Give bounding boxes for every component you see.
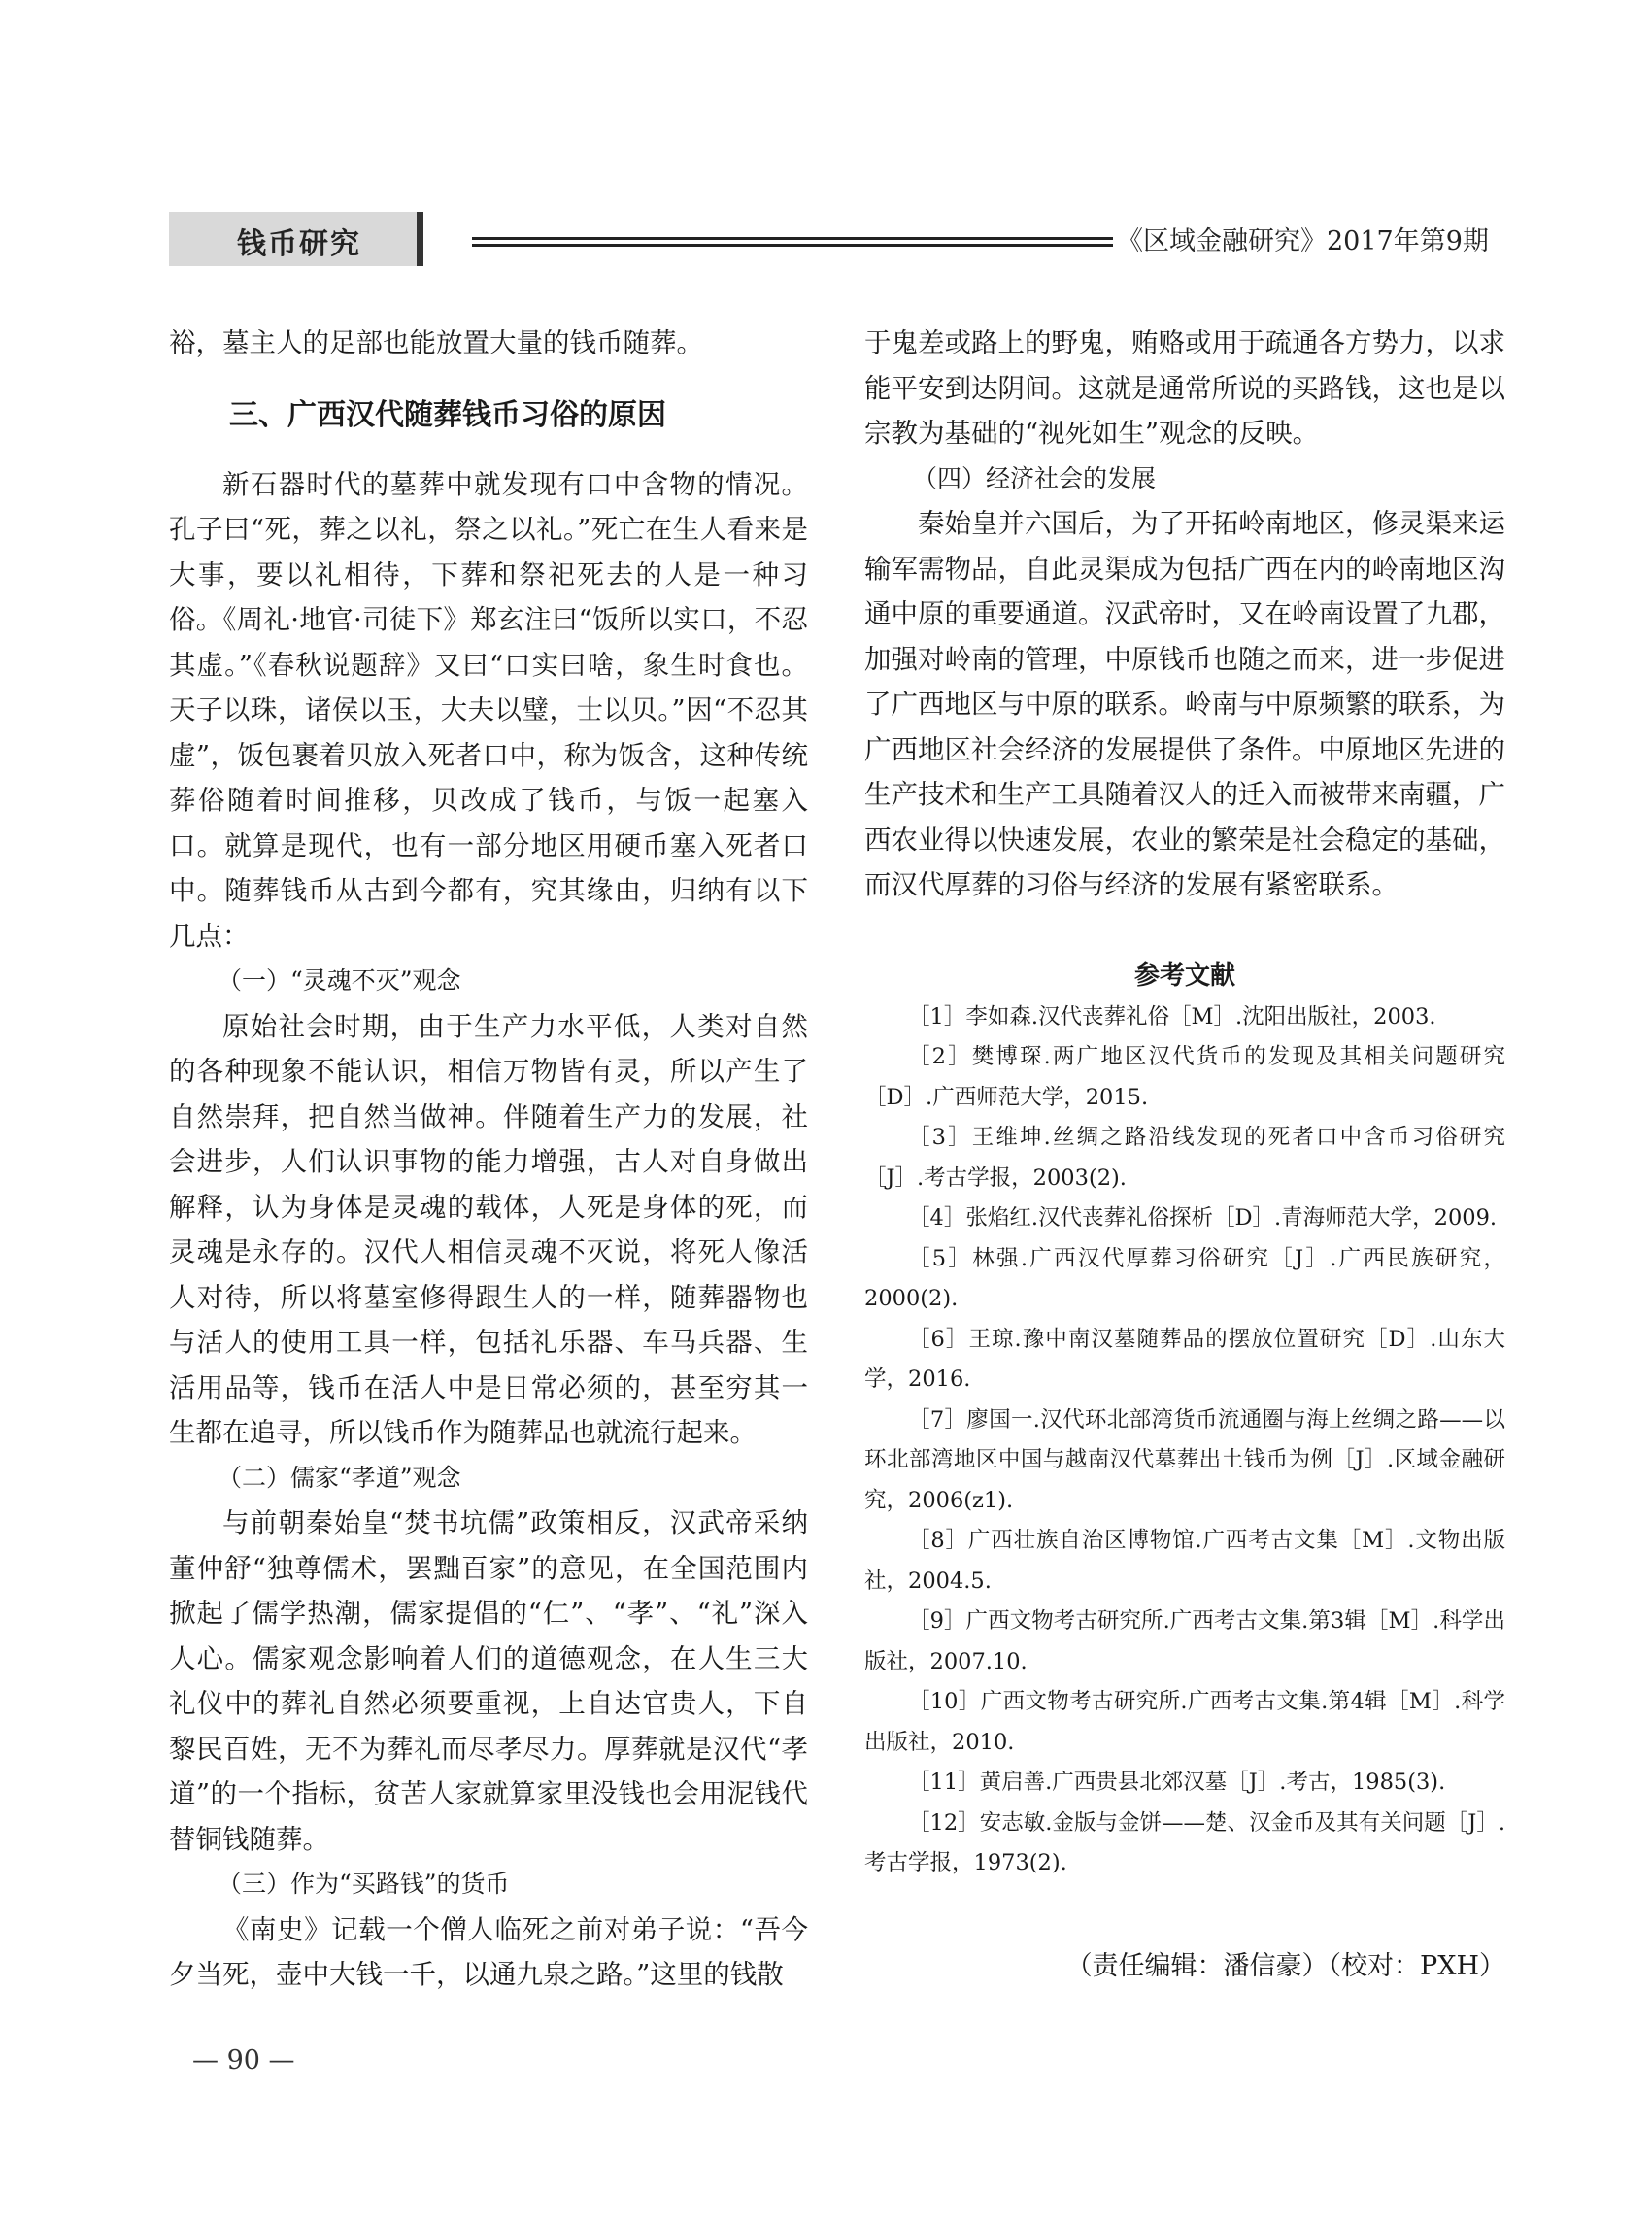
section-heading: 三、广西汉代随葬钱币习俗的原因 [229,397,666,432]
subsection-heading: （四）经济社会的发展 [913,463,1157,492]
reference-item: ［8］广西壮族自治区博物馆.广西考古文集［M］.文物出版社，2004.5. [864,1528,1505,1594]
section-tag [169,212,423,266]
reference-item: ［1］李如森.汉代丧葬礼俗［M］.沈阳出版社，2003. [908,1003,1436,1029]
reference-item: ［4］张焰红.汉代丧葬礼俗探析［D］.青海师范大学，2009. [908,1205,1498,1231]
paragraph: 裕，墓主人的足部也能放置大量的钱币随葬。 [169,327,703,358]
reference-item: ［2］樊博琛.两广地区汉代货币的发现及其相关问题研究［D］.广西师范大学，2015. [864,1044,1505,1110]
section-tag-label: 钱币研究 [237,227,361,261]
reference-item: ［9］广西文物考古研究所.广西考古文集.第3辑［M］.科学出版社，2007.10. [864,1608,1505,1674]
paragraph: 新石器时代的墓葬中就发现有口中含物的情况。孔子曰“死，葬之以礼，祭之以礼。”死亡在生人看来是大事，要以礼相待，下葬和祭祀死去的人是一种习俗。《周礼·地官·司徒下》郑玄注曰“饭所以实口，不忍其虚。”《春秋说题辞》又曰“口实曰啥，象生时食也。天子以珠，诸侯以玉，大夫以璧，士以贝。”因“不忍其虚”，饭包裹着贝放入死者口中，称为饭含，这种传统葬俗随着时间推移，贝改成了钱币，与饭一起塞入口。就算是现代，也有一部分地区用硬币塞入死者口中。随葬钱币从古到今都有，究其缘由，归纳有以下几点： [169,468,808,952]
paragraph: 秦始皇并六国后，为了开拓岭南地区，修灵渠来运输军需物品，自此灵渠成为包括广西在内的岭南地区沟通中原的重要通道。汉武帝时，又在岭南设置了九郡，加强对岭南的管理，中原钱币也随之而来，进一步促进了广西地区与中原的联系。岭南与中原频繁的联系，为广西地区社会经济的发展提供了条件。中原地区先进的生产技术和生产工具随着汉人的迁入而被带来南疆，广西农业得以快速发展，农业的繁荣是社会稳定的基础，而汉代厚葬的习俗与经济的发展有紧密联系。 [864,508,1505,900]
editor-note: （责任编辑：潘信豪）（校对：PXH） [1065,1950,1505,1981]
right-column [864,320,1505,1989]
subsection-heading: （三）作为“买路钱”的货币 [218,1870,510,1898]
reference-item: ［6］王琼.豫中南汉墓随葬品的摆放位置研究［D］.山东大学，2016. [864,1326,1505,1392]
reference-item: ［7］廖国一.汉代环北部湾货币流通圈与海上丝绸之路——以环北部湾地区中国与越南汉代墓葬出土钱币为例［J］.区域金融研究，2006(z1). [864,1406,1505,1513]
header-rule [472,237,1113,251]
paragraph: 原始社会时期，由于生产力水平低，人类对自然的各种现象不能认识，相信万物皆有灵，所以产生了自然崇拜，把自然当做神。伴随着生产力的发展，社会进步，人们认识事物的能力增强，古人对自身做出解释，认为身体是灵魂的载体，人死是身体的死，而灵魂是永存的。汉代人相信灵魂不灭说，将死人像活人对待，所以将墓室修得跟生人的一样，随葬器物也与活人的使用工具一样，包括礼乐器、车马兵器、生活用品等，钱币在活人中是日常必须的，甚至穷其一生都在追寻，所以钱币作为随葬品也就流行起来。 [169,1010,808,1448]
reference-item: ［11］黄启善.广西贵县北郊汉墓［J］.考古，1985(3). [908,1770,1446,1795]
reference-item: ［10］广西文物考古研究所.广西考古文集.第4辑［M］.科学出版社，2010. [864,1689,1505,1755]
reference-item: ［5］林强.广西汉代厚葬习俗研究［J］.广西民族研究，2000(2). [864,1245,1505,1311]
paragraph: 与前朝秦始皇“焚书坑儒”政策相反，汉武帝采纳董仲舒“独尊儒术，罢黜百家”的意见，在全国范围内掀起了儒学热潮，儒家提倡的“仁”、“孝”、“礼”深入人心。儒家观念影响着人们的道德观念，在人生三大礼仪中的葬礼自然必须要重视，上自达官贵人，下自黎民百姓，无不为葬礼而尽孝尽力。厚葬就是汉代“孝道”的一个指标，贫苦人家就算家里没钱也会用泥钱代替铜钱随葬。 [169,1507,808,1855]
journal-title: 《区域金融研究》2017年第9期 [1117,226,1489,256]
reference-list [864,997,1505,1884]
reference-item: ［12］安志敏.金版与金饼——楚、汉金币及其有关问题［J］.考古学报，1973(2). [864,1809,1505,1875]
reference-item: ［3］王维坤.丝绸之路沿线发现的死者口中含币习俗研究［J］.考古学报，2003(2). [864,1125,1505,1191]
page-number: — 90 — [192,2045,295,2075]
subsection-heading: （二）儒家“孝道”观念 [218,1463,461,1492]
subsection-heading: （一）“灵魂不灭”观念 [218,966,461,995]
paragraph: 于鬼差或路上的野鬼，贿赂或用于疏通各方势力，以求能平安到达阴间。这就是通常所说的买路钱，这也是以宗教为基础的“视死如生”观念的反映。 [864,327,1505,449]
left-column [169,320,808,1998]
references-heading: 参考文献 [1133,961,1235,991]
paragraph: 《南史》记载一个僧人临死之前对弟子说：“吾今夕当死，壶中大钱一千，以通九泉之路。”这里的钱散 [169,1913,808,1990]
